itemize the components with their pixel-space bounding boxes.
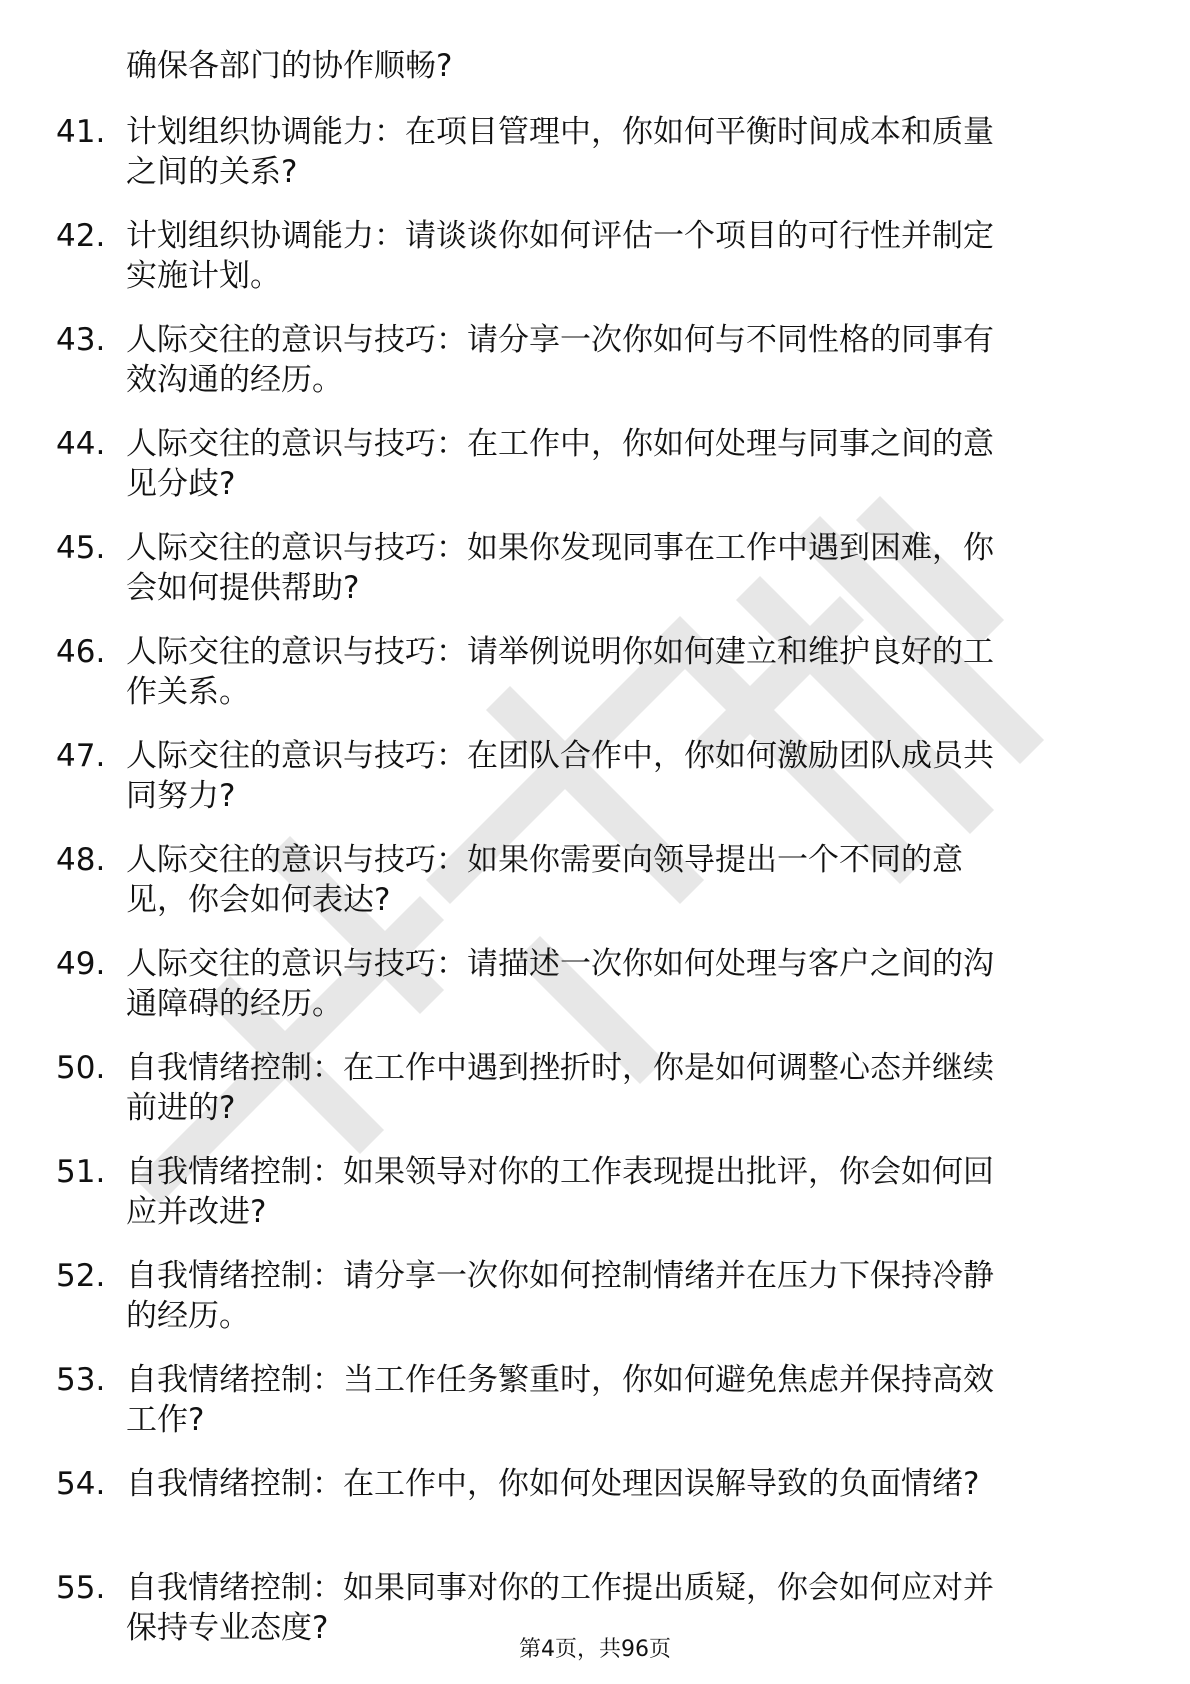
page-footer: 第4页，共96页 <box>519 1637 671 1662</box>
question-text-line: 前进的? <box>126 1090 236 1126</box>
question-number: 45. <box>56 530 106 566</box>
question-text-line: 自我情绪控制：请分享一次你如何控制情绪并在压力下保持冷静 <box>126 1258 994 1294</box>
question-text-line: 自我情绪控制：如果领导对你的工作表现提出批评，你会如何回 <box>126 1154 994 1190</box>
question-item <box>0 1360 1190 1440</box>
question-text-line: 人际交往的意识与技巧：如果你需要向领导提出一个不同的意 <box>126 842 963 878</box>
question-item <box>0 320 1190 400</box>
question-text-line: 计划组织协调能力：在项目管理中，你如何平衡时间成本和质量 <box>126 114 994 150</box>
question-text-line: 通障碍的经历。 <box>126 986 343 1022</box>
question-number: 46. <box>56 634 106 670</box>
continued-question-text: 确保各部门的协作顺畅? <box>126 48 453 84</box>
question-item <box>0 840 1190 920</box>
question-text-line: 作关系。 <box>126 674 250 710</box>
question-number: 55. <box>56 1570 106 1606</box>
question-text <box>126 736 1116 816</box>
question-text <box>126 528 1116 608</box>
question-number: 48. <box>56 842 106 878</box>
question-item <box>0 1256 1190 1336</box>
question-text-line: 工作? <box>126 1402 205 1438</box>
question-item <box>0 424 1190 504</box>
question-number: 53. <box>56 1362 106 1398</box>
question-text <box>126 1360 1116 1440</box>
question-text-line: 见，你会如何表达? <box>126 882 391 918</box>
question-item <box>0 216 1190 296</box>
question-text-line: 人际交往的意识与技巧：请分享一次你如何与不同性格的同事有 <box>126 322 994 358</box>
question-item <box>0 1464 1190 1544</box>
question-text-line: 自我情绪控制：当工作任务繁重时，你如何避免焦虑并保持高效 <box>126 1362 994 1398</box>
question-text <box>126 1048 1116 1128</box>
question-text <box>126 1152 1116 1232</box>
question-text <box>126 632 1116 712</box>
question-text-line: 会如何提供帮助? <box>126 570 360 606</box>
question-text-line: 的经历。 <box>126 1298 250 1334</box>
question-number: 47. <box>56 738 106 774</box>
question-text-line: 保持专业态度? <box>126 1610 329 1646</box>
question-text-line: 效沟通的经历。 <box>126 362 343 398</box>
question-text-line: 实施计划。 <box>126 258 281 294</box>
question-item <box>0 632 1190 712</box>
question-text-line: 自我情绪控制：在工作中遇到挫折时，你是如何调整心态并继续 <box>126 1050 994 1086</box>
question-number: 42. <box>56 218 106 254</box>
question-item <box>0 944 1190 1024</box>
question-text <box>126 112 1116 192</box>
question-text-line: 之间的关系? <box>126 154 298 190</box>
question-text-line: 人际交往的意识与技巧：在工作中，你如何处理与同事之间的意 <box>126 426 994 462</box>
question-number: 51. <box>56 1154 106 1190</box>
question-text <box>126 216 1116 296</box>
question-text-line: 计划组织协调能力：请谈谈你如何评估一个项目的可行性并制定 <box>126 218 994 254</box>
question-item <box>0 1048 1190 1128</box>
question-text-line: 自我情绪控制：如果同事对你的工作提出质疑，你会如何应对并 <box>126 1570 994 1606</box>
question-text-line: 人际交往的意识与技巧：请描述一次你如何处理与客户之间的沟 <box>126 946 994 982</box>
question-text-line: 见分歧? <box>126 466 236 502</box>
question-item <box>0 528 1190 608</box>
question-item <box>0 112 1190 192</box>
question-number: 49. <box>56 946 106 982</box>
question-number: 54. <box>56 1466 106 1502</box>
question-item <box>0 736 1190 816</box>
question-text <box>126 1256 1116 1336</box>
question-text-line: 人际交往的意识与技巧：在团队合作中，你如何激励团队成员共 <box>126 738 994 774</box>
question-text <box>126 840 1116 920</box>
question-number: 43. <box>56 322 106 358</box>
question-list <box>0 112 1190 1672</box>
question-item <box>0 1152 1190 1232</box>
question-number: 52. <box>56 1258 106 1294</box>
question-text-line: 同努力? <box>126 778 236 814</box>
question-text-line: 应并改进? <box>126 1194 267 1230</box>
question-text-line: 人际交往的意识与技巧：如果你发现同事在工作中遇到困难，你 <box>126 530 994 566</box>
question-number: 41. <box>56 114 106 150</box>
question-text-line: 自我情绪控制：在工作中，你如何处理因误解导致的负面情绪? <box>126 1466 980 1502</box>
question-number: 50. <box>56 1050 106 1086</box>
question-text <box>126 320 1116 400</box>
question-text-line: 人际交往的意识与技巧：请举例说明你如何建立和维护良好的工 <box>126 634 994 670</box>
question-number: 44. <box>56 426 106 462</box>
question-text <box>126 1464 1116 1504</box>
question-text <box>126 424 1116 504</box>
question-text <box>126 944 1116 1024</box>
